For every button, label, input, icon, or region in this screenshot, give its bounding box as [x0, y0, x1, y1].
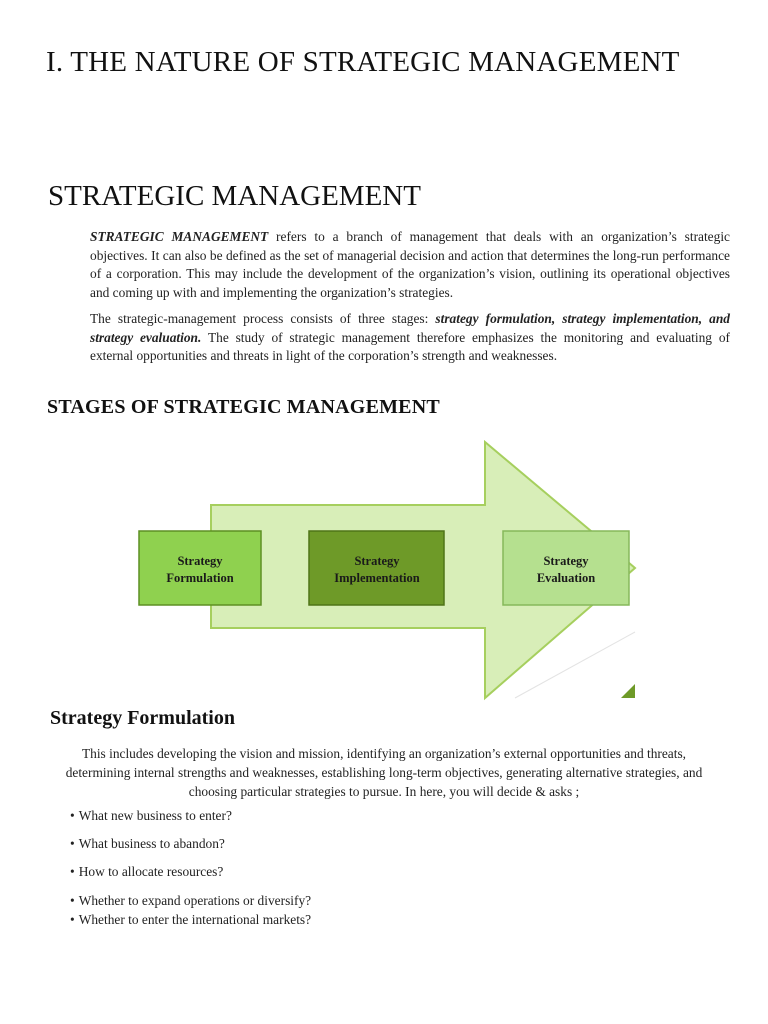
process-lead: The strategic-management process consists of three stages:	[90, 311, 436, 326]
question-item: • What new business to enter?	[70, 808, 232, 824]
process-rest: The study of strategic management therefore emphasizes the monitoring and evaluating of external opportunities and threats in light of the corporation’s strength and weaknesses.	[90, 329, 730, 364]
stage-box-implementation	[309, 531, 444, 605]
stage-implementation-line2: Implementation	[334, 571, 420, 585]
formulation-heading: Strategy Formulation	[50, 707, 235, 729]
stage-evaluation-line1: Strategy	[543, 554, 589, 568]
stage-formulation-line1: Strategy	[177, 554, 223, 568]
question-item: • Whether to expand operations or diversify?	[70, 893, 311, 909]
decorative-corner-triangle	[621, 684, 635, 698]
question-item: • Whether to enter the international markets?	[70, 912, 311, 928]
process-stages-emphasis: strategy formulation, strategy implementation, and strategy evaluation.	[90, 311, 730, 345]
definition-term: STRATEGIC MANAGEMENT	[90, 229, 269, 244]
stage-box-formulation	[139, 531, 261, 605]
question-item: • What business to abandon?	[70, 836, 225, 852]
stage-evaluation-line2: Evaluation	[536, 571, 596, 585]
formulation-intro: This includes developing the vision and mission, identifying an organization’s external opportunities and threats, determining internal strengths and weaknesses, establishing long-term objectives, generating alternative strategies, and choosing particular strategies to pursue. In here, you will decide & asks ;	[65, 746, 703, 799]
document-title: I. THE NATURE OF STRATEGIC MANAGEMENT	[46, 46, 680, 78]
definition-paragraph	[90, 228, 730, 302]
definition-text: refers to a branch of management that deals with an organization’s strategic objectives. It can also be defined as the set of managerial decision and action that determines the long-run performance of a corporation. This may include the development of the organization’s vision, outlining its operational objectives and coming up with and implementing the organization’s strategies.	[90, 229, 730, 300]
stages-heading: STAGES OF STRATEGIC MANAGEMENT	[47, 396, 440, 418]
section-heading: STRATEGIC MANAGEMENT	[48, 180, 421, 212]
process-paragraph	[90, 310, 730, 366]
stage-implementation-line1: Strategy	[354, 554, 400, 568]
stage-box-evaluation	[503, 531, 629, 605]
question-item: • How to allocate resources?	[70, 864, 223, 880]
stages-diagram	[137, 440, 637, 702]
stage-formulation-line2: Formulation	[166, 571, 234, 585]
